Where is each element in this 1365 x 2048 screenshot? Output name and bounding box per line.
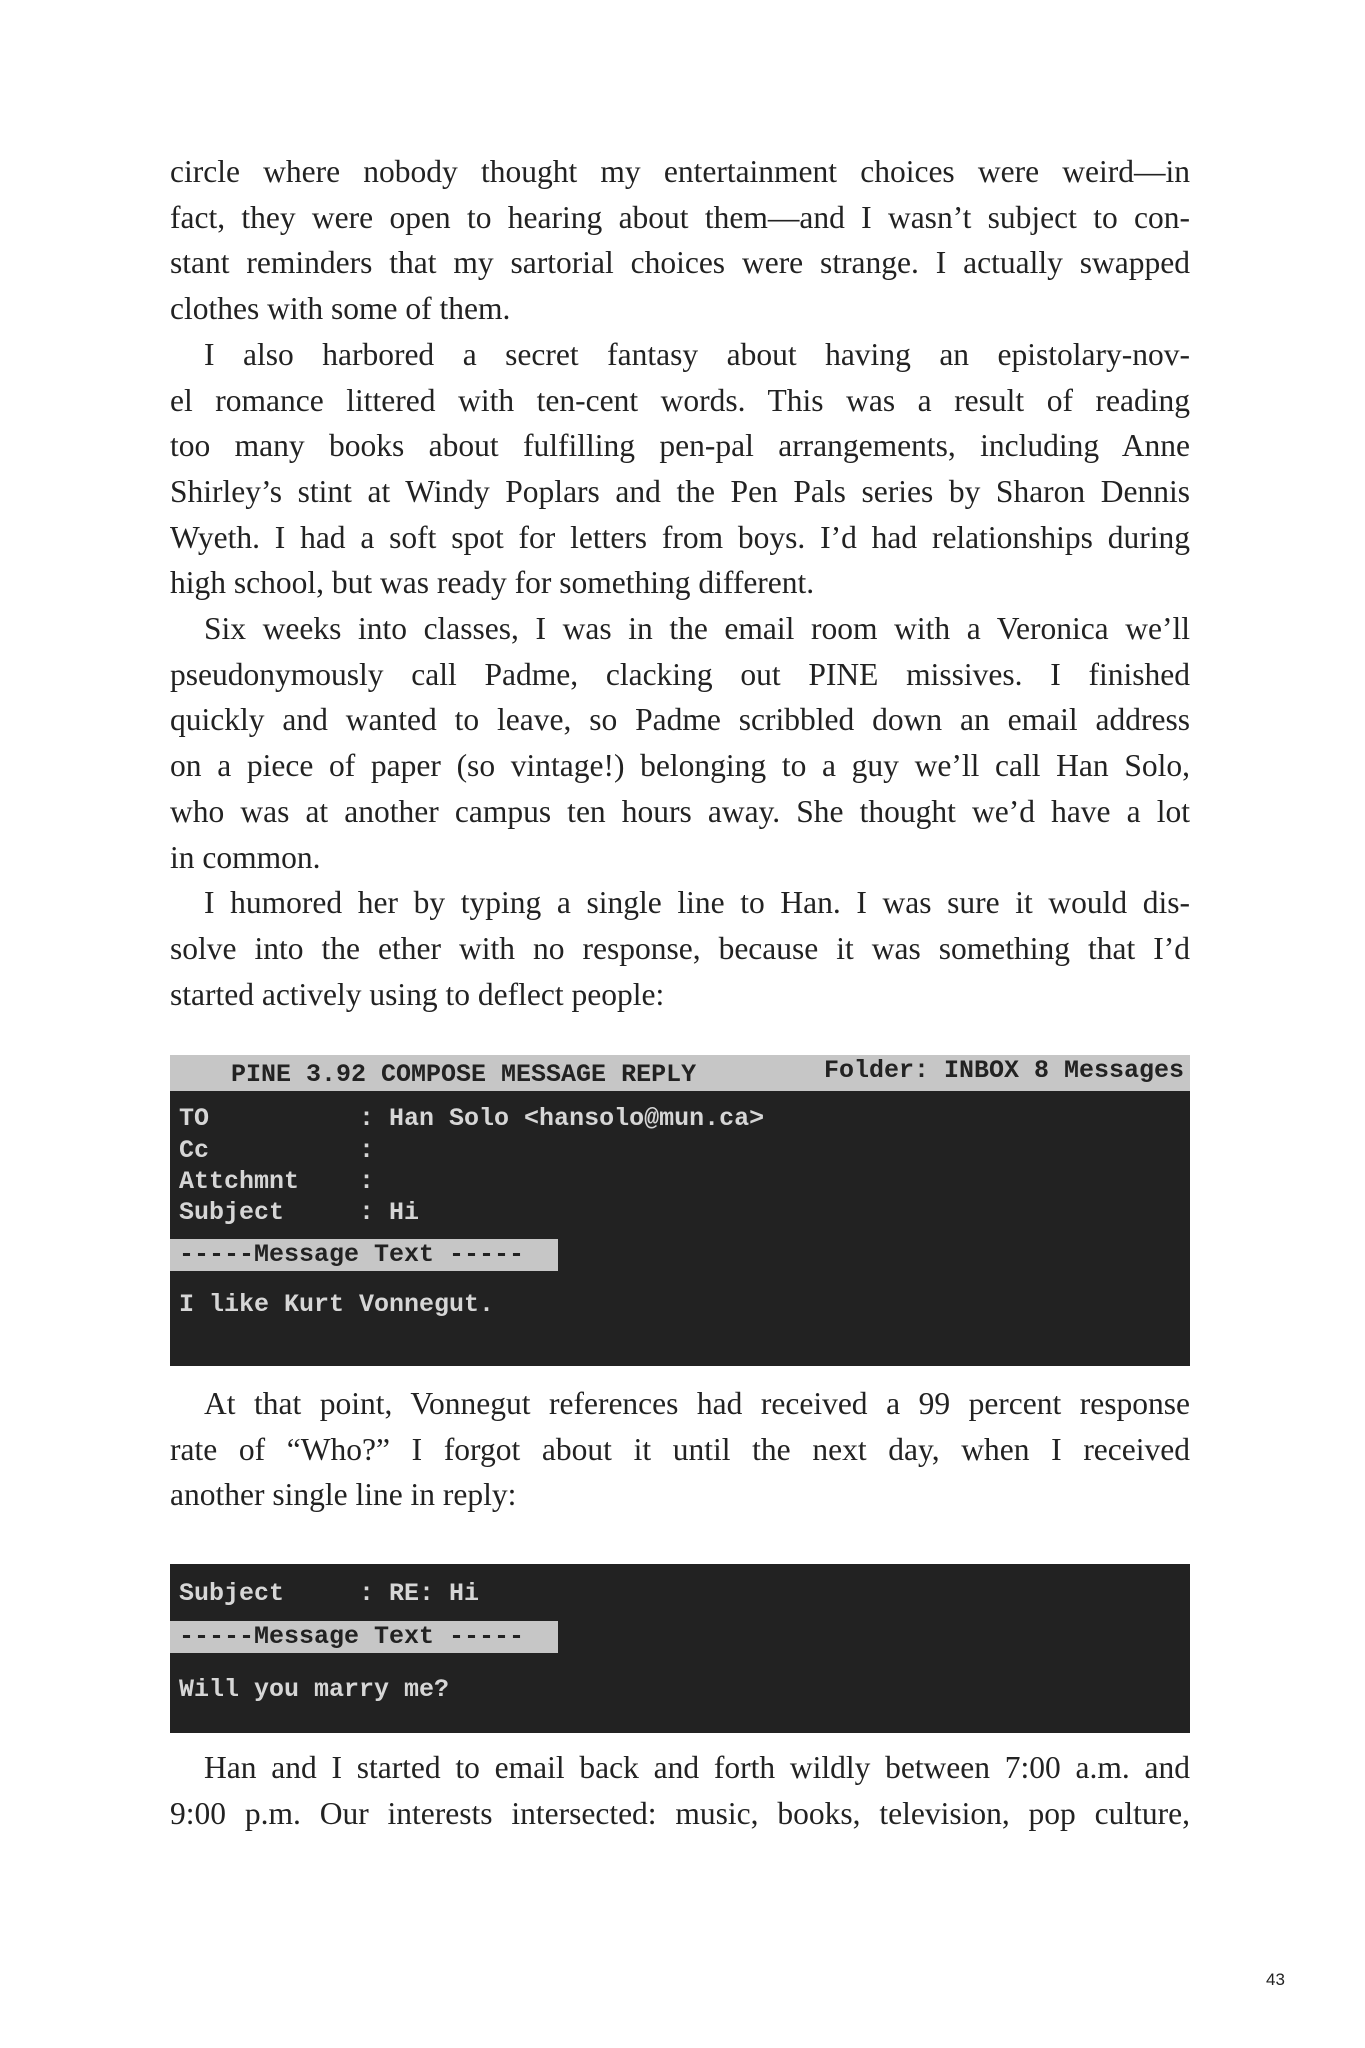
text-line: another single line in reply: bbox=[170, 1477, 517, 1513]
message-text-divider: -----Message Text ----- bbox=[170, 1621, 558, 1653]
body-text-top bbox=[170, 149, 1190, 1017]
cc-field: Cc : bbox=[179, 1136, 375, 1165]
text-line: who was at another campus ten hours away. She thought we’d have a lot bbox=[170, 793, 1190, 829]
text-line: rate of “Who?” I forgot about it until the next day, when I received bbox=[170, 1431, 1190, 1467]
text-line: Han and I started to email back and forth wildly between 7:00 a.m. and bbox=[204, 1750, 1190, 1785]
text-line: circle where nobody thought my entertainment choices were weird—in bbox=[170, 154, 1190, 189]
text-line: el romance littered with ten-cent words. This was a result of reading bbox=[170, 382, 1190, 418]
subject-field: Subject : RE: Hi bbox=[179, 1579, 480, 1608]
text-line: started actively using to deflect people: bbox=[170, 976, 665, 1012]
text-line: Shirley’s stint at Windy Poplars and the Pen Pals series by Sharon Dennis bbox=[170, 473, 1190, 509]
text-line: too many books about fulfilling pen-pal arrangements, including Anne bbox=[170, 428, 1190, 464]
text-line: clothes with some of them. bbox=[170, 291, 511, 327]
text-line: I humored her by typing a single line to Han. I was sure it would dis- bbox=[204, 885, 1190, 921]
text-line: I also harbored a secret fantasy about having an epistolary-nov- bbox=[204, 336, 1190, 372]
text-line: Six weeks into classes, I was in the email room with a Veronica we’ll bbox=[204, 611, 1190, 647]
text-line: stant reminders that my sartorial choices were strange. I actually swapped bbox=[170, 245, 1190, 281]
pine-header-bar bbox=[170, 1055, 1190, 1091]
text-line: pseudonymously call Padme, clacking out PINE missives. I finished bbox=[170, 656, 1190, 692]
attachment-field: Attchmnt : bbox=[179, 1167, 375, 1196]
text-line: in common. bbox=[170, 839, 321, 875]
text-line: Wyeth. I had a soft spot for letters from boys. I’d had relationships during bbox=[170, 519, 1190, 555]
to-field: TO : Han Solo <hansolo@mun.ca> bbox=[179, 1104, 765, 1133]
body-text-middle bbox=[170, 1381, 1190, 1518]
text-line: quickly and wanted to leave, so Padme scribbled down an email address bbox=[170, 702, 1190, 738]
subject-field: Subject : Hi bbox=[179, 1198, 420, 1227]
message-text-divider: -----Message Text ----- bbox=[170, 1239, 558, 1271]
pine-folder-status: Folder: INBOX 8 Messages bbox=[823, 1056, 1184, 1085]
text-line: solve into the ether with no response, because it was something that I’d bbox=[170, 930, 1190, 966]
body-text-bottom bbox=[170, 1745, 1190, 1836]
page-number: 43 bbox=[1266, 1970, 1285, 1989]
text-line: on a piece of paper (so vintage!) belonging to a guy we’ll call Han Solo, bbox=[170, 748, 1190, 784]
pine-compose-screen bbox=[170, 1055, 1190, 1366]
pine-reply-screen bbox=[170, 1564, 1190, 1733]
text-line: fact, they were open to hearing about them—and I wasn’t subject to con- bbox=[170, 199, 1190, 235]
pine-title: PINE 3.92 COMPOSE MESSAGE REPLY bbox=[231, 1060, 697, 1089]
text-line: At that point, Vonnegut references had received a 99 percent response bbox=[204, 1386, 1190, 1421]
message-body: I like Kurt Vonnegut. bbox=[179, 1290, 495, 1319]
text-line: 9:00 p.m. Our interests intersected: music, books, television, pop culture, bbox=[170, 1795, 1190, 1831]
message-body: Will you marry me? bbox=[179, 1675, 450, 1704]
text-line: high school, but was ready for something different. bbox=[170, 565, 815, 601]
